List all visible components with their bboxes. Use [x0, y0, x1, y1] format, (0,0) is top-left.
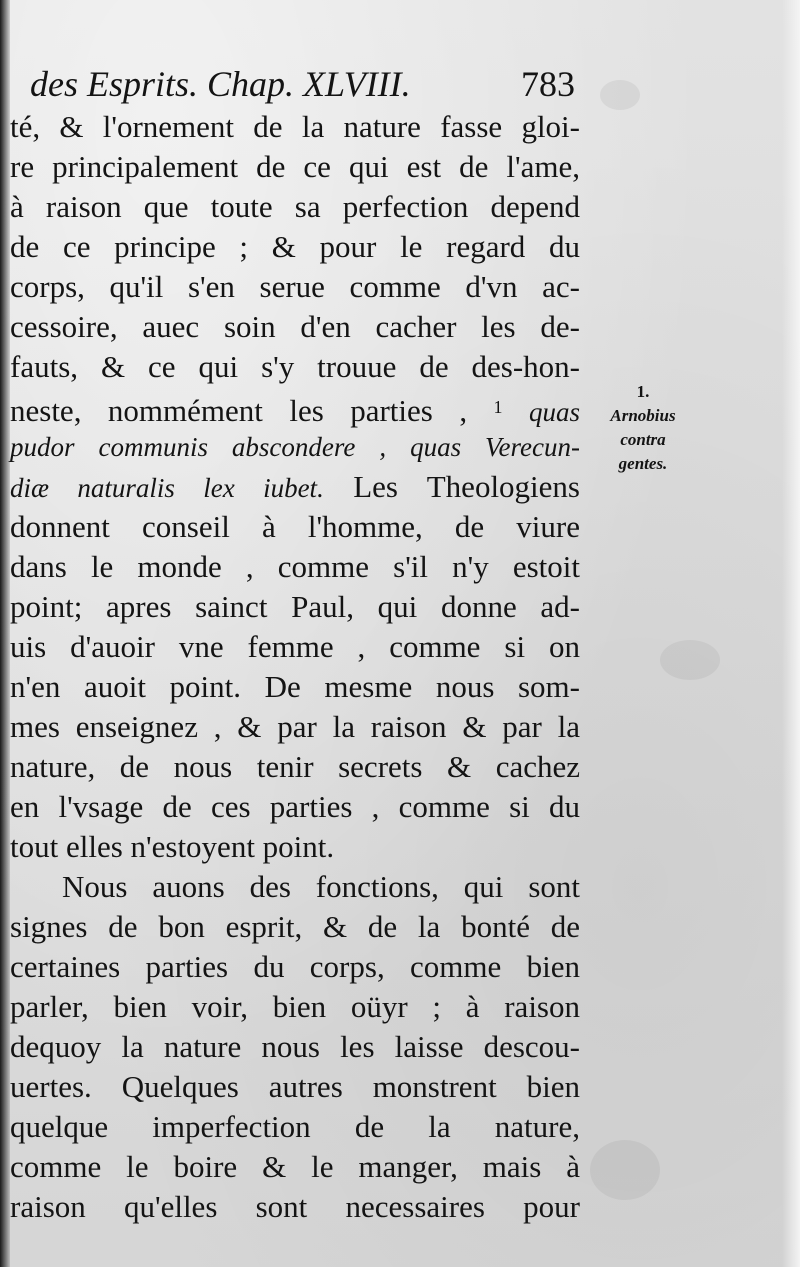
latin-quote-line: pudor communis abscondere , quas Verecun-	[10, 432, 580, 462]
text-line: donnent conseil à l'homme, de viure	[10, 509, 580, 544]
latin-quote-start: quas	[529, 397, 581, 427]
body-text	[10, 107, 580, 1227]
text-line: mes enseignez , & par la raison & par la	[10, 709, 580, 744]
margin-note	[588, 380, 698, 476]
margin-note-line: gentes.	[618, 454, 668, 473]
text-line: cessoire, auec soin d'en cacher les de-	[10, 309, 580, 344]
paper-stain	[660, 640, 720, 680]
text-line: fauts, & ce qui s'y trouue de des-hon-	[10, 349, 580, 384]
margin-note-number: 1.	[636, 382, 650, 401]
running-header	[30, 62, 575, 106]
text-line: certaines parties du corps, comme bien	[10, 949, 580, 984]
text-line: de ce principe ; & pour le regard du	[10, 229, 580, 264]
text-line: point; apres sainct Paul, qui donne ad-	[10, 589, 580, 624]
text-line: re principalement de ce qui est de l'ame,	[10, 149, 580, 184]
text-line: comme le boire & le manger, mais à	[10, 1149, 580, 1184]
text-line: uis d'auoir vne femme , comme si on	[10, 629, 580, 664]
text-line: dequoy la nature nous les laisse descou-	[10, 1029, 580, 1064]
text-line: parler, bien voir, bien oüyr ; à raison	[10, 989, 580, 1024]
margin-note-line: contra	[620, 430, 666, 449]
latin-quote-end: diæ naturalis lex iubet.	[10, 473, 324, 503]
text-run: Les Theologiens	[353, 469, 580, 504]
text-line: en l'vsage de ces parties , comme si du	[10, 789, 580, 824]
paper-stain	[600, 80, 640, 110]
paper-stain	[590, 1140, 660, 1200]
text-line-with-footnote	[10, 387, 580, 427]
text-line: raison qu'elles sont necessaires pour	[10, 1189, 580, 1224]
page-number: 783	[521, 64, 575, 104]
text-line: dans le monde , comme s'il n'y estoit	[10, 549, 580, 584]
text-line: té, & l'ornement de la nature fasse gloi-	[10, 109, 580, 144]
text-line: n'en auoit point. De mesme nous som-	[10, 669, 580, 704]
text-line: à raison que toute sa perfection depend	[10, 189, 580, 224]
text-line: quelque imperfection de la nature,	[10, 1109, 580, 1144]
text-line: tout elles n'estoyent point.	[10, 829, 335, 864]
running-title: des Esprits. Chap. XLVIII.	[30, 64, 411, 104]
text-line: uertes. Quelques autres monstrent bien	[10, 1069, 580, 1104]
paragraph-start-line: Nous auons des fonctions, qui sont	[62, 869, 580, 904]
page-gutter-shadow	[0, 0, 10, 1267]
text-run: neste, nommément les parties ,	[10, 393, 468, 428]
page-edge	[782, 0, 800, 1267]
footnote-marker: 1	[493, 397, 503, 417]
text-line-mixed	[10, 467, 580, 507]
text-line: signes de bon esprit, & de la bonté de	[10, 909, 580, 944]
margin-note-line: Arnobius	[610, 406, 676, 425]
text-line: corps, qu'il s'en serue comme d'vn ac-	[10, 269, 580, 304]
text-line: nature, de nous tenir secrets & cachez	[10, 749, 580, 784]
